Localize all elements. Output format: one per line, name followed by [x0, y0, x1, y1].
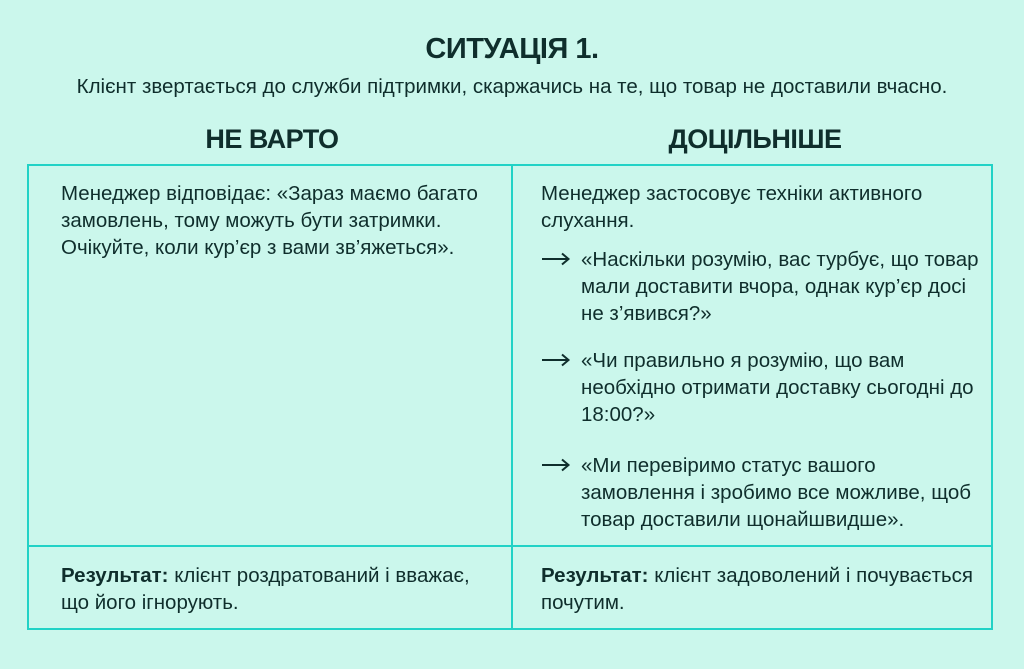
comparison-table [27, 164, 993, 630]
right-result [541, 562, 981, 616]
page-title: СИТУАЦІЯ 1. [425, 33, 599, 65]
column-heading-better: ДОЦІЛЬНІШЕ [668, 124, 842, 154]
left-result [61, 562, 501, 616]
column-heading-dont: НЕ ВАРТО [205, 124, 339, 154]
table-vertical-divider [511, 166, 513, 628]
bullet-text: «Наскільки розумію, вас турбує, що товар мали доставити вчора, однак кур’єр досі не з’явився?» [581, 248, 979, 325]
arrow-right-icon [541, 353, 571, 367]
arrow-right-icon [541, 252, 571, 266]
left-cell-text: Менеджер відповідає: «Зараз маємо багато замовлень, тому можуть бути затримки. Очікуйте, коли кур’єр з вами зв’яжеться». [61, 182, 478, 259]
right-bullet-2 [541, 347, 981, 428]
bullet-text: «Чи правильно я розумію, що вам необхідно отримати доставку сьогодні до 18:00?» [581, 349, 974, 426]
arrow-right-icon [541, 458, 571, 472]
result-label: Результат: [61, 564, 169, 587]
right-cell-text: Менеджер застосовує техніки активного слухання. [541, 182, 923, 232]
bullet-text: «Ми перевіримо статус вашого замовлення і зробимо все можливе, щоб товар доставили щонайшвидше». [581, 454, 971, 531]
table-horizontal-divider [29, 545, 991, 547]
result-text: клієнт задоволений і почувається почутим. [541, 564, 974, 614]
page-subtitle: Клієнт звертається до служби підтримки, скаржачись на те, що товар не доставили вчасно. [76, 75, 948, 98]
right-bullet-3 [541, 452, 981, 533]
right-bullet-1 [541, 246, 981, 327]
result-text: клієнт роздратований і вважає, що його ігнорують. [61, 564, 470, 614]
result-label: Результат: [541, 564, 649, 587]
